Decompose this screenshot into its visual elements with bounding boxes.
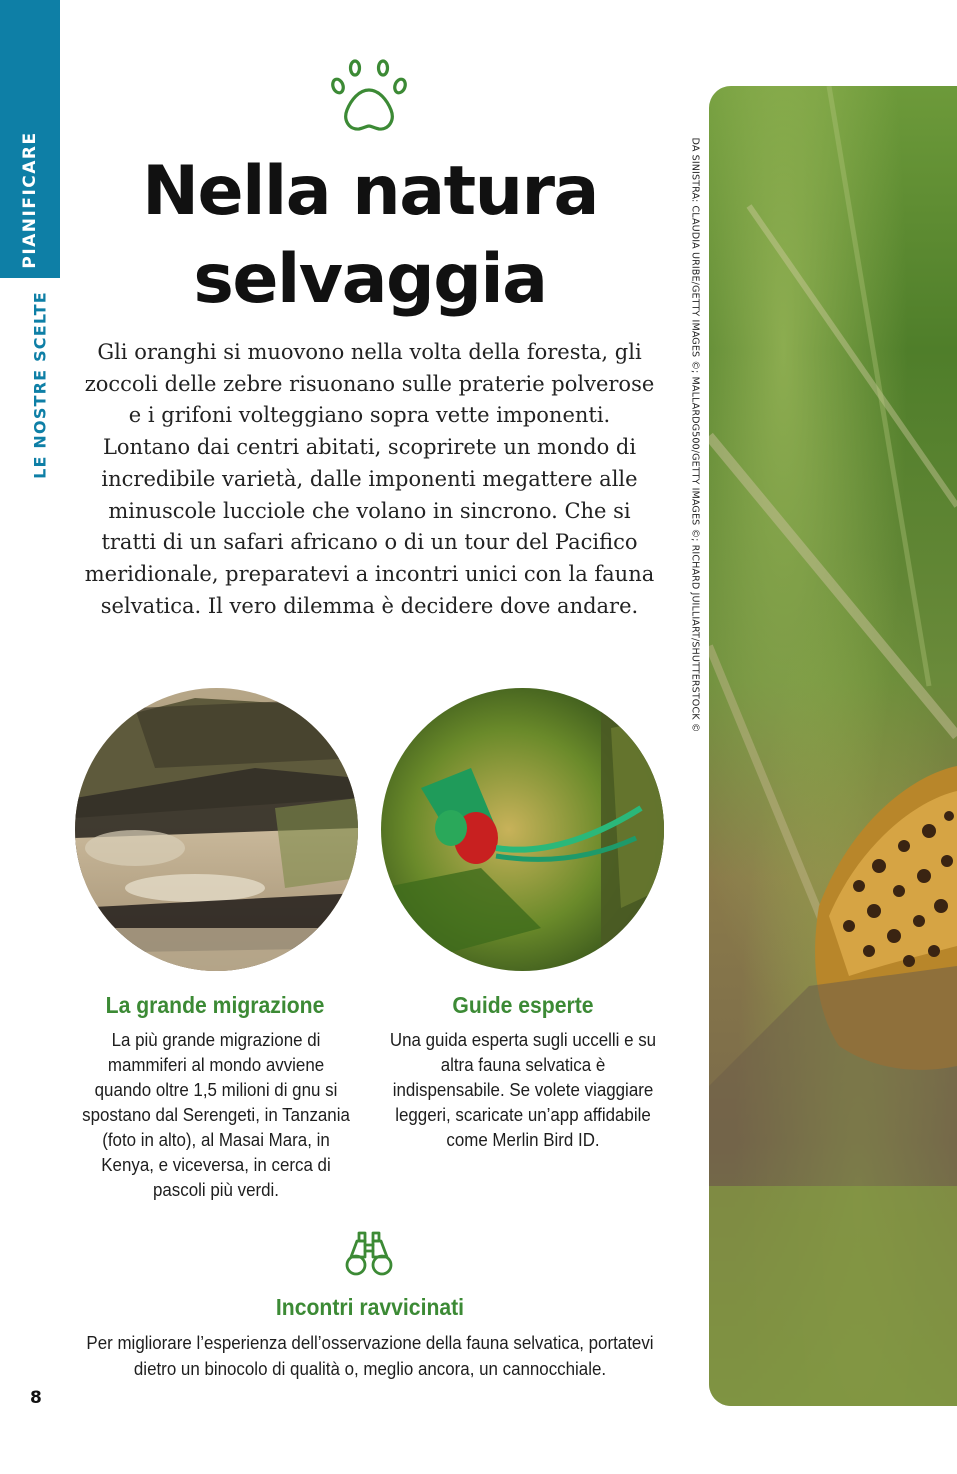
paw-print-icon (329, 56, 409, 136)
section-label: LE NOSTRE SCELTE (30, 291, 50, 479)
feature-text-migration: La più grande migrazione di mammiferi al mondo avviene quando oltre 1,5 milioni di gnu si spostano dal Serengeti, in Tanzania (foto in alto), al Masai Mara, in Kenya, e viceversa, in cerca di pascoli più verdi. (82, 1030, 350, 1200)
section-tab-label: PIANIFICARE (20, 131, 40, 269)
tip-title: Incontri ravvicinati (275, 1294, 465, 1320)
page-number: 8 (30, 1388, 42, 1408)
binoculars-icon (343, 1227, 395, 1279)
page-title (100, 148, 640, 324)
title-line-2: selvaggia (193, 240, 547, 319)
feature-title-migration: La grande migrazione (105, 992, 325, 1018)
feature-text-guides: Una guida esperta sugli uccelli e su altra fauna selvatica è indispensabile. Se volete viaggiare leggeri, scaricate un’app affidabile come Merlin Bird ID. (389, 1030, 657, 1150)
title-line-1: Nella natura (142, 152, 598, 231)
leopard-photo (709, 86, 957, 1406)
tip-text: Per migliorare l’esperienza dell’osservazione della fauna selvatica, portatevi dietro un binocolo di qualità o, meglio ancora, un cannocchiale. (86, 1333, 654, 1379)
photo-credit: DA SINISTRA: CLAUDIA URIBE/GETTY IMAGES ©; MALLARDG500/GETTY IMAGES ©; RICHARD JUILLIART/SHUTTERSTOCK © (689, 137, 701, 733)
quetzal-bird-photo (381, 688, 664, 971)
feature-title-guides: Guide esperte (452, 992, 594, 1018)
wildebeest-migration-photo (75, 688, 358, 971)
intro-paragraph: Gli oranghi si muovono nella volta della foresta, gli zoccoli delle zebre risuonano sulle praterie polverose e i grifoni volteggiano sopra vette imponenti. Lontano dai centri abitati, scoprirete un mondo di incredibile varietà, dalle imponenti megattere alle minuscole lucciole che volano in sincrono. Che si tratti di un safari africano o di un tour del Pacifico meridionale, preparatevi a incontri unici con la fauna selvatica. Il vero dilemma è decidere dove andare. (84, 340, 655, 618)
